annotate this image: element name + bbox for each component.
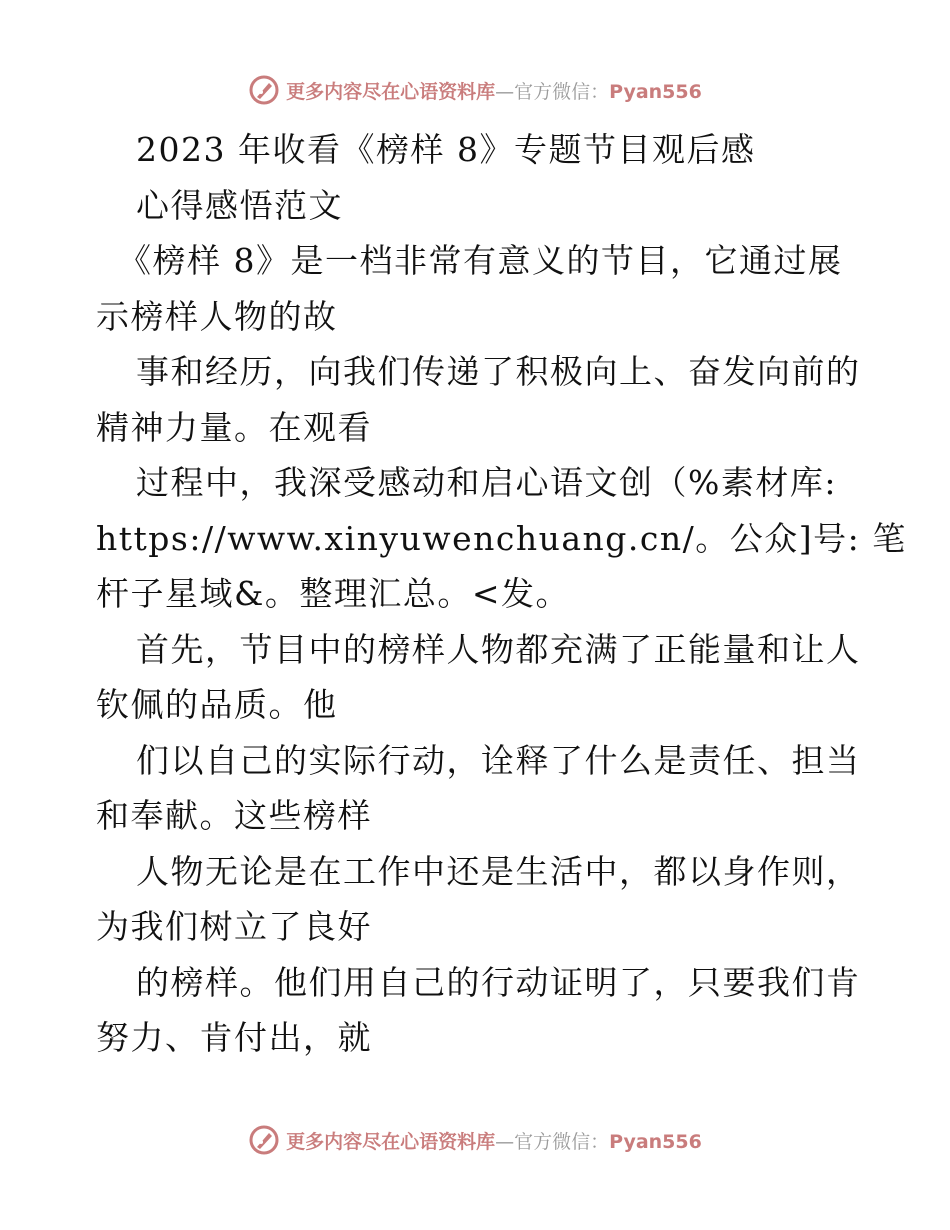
paragraph-line: 过程中，我深受感动和启心语文创（%素材库: (136, 463, 837, 502)
paragraph-line: 人物无论是在工作中还是生活中，都以身作则， (136, 851, 861, 891)
paragraph-line: 首先，节目中的榜样人物都充满了正能量和让人 (136, 629, 861, 669)
header-banner (0, 70, 950, 110)
header-banner-text: 更多内容尽在心语资料库—官方微信：Pyan556 (286, 80, 702, 103)
document-body (96, 122, 907, 1066)
paragraph-line: 示榜样人物的故 (96, 296, 338, 336)
paragraph-line: 努力、肯付出，就 (96, 1018, 372, 1057)
paragraph-line: https://www.xinyuwenchuang.cn/。公众]号: 笔 (96, 518, 907, 558)
paragraph-line: 事和经历，向我们传递了积极向上、奋发向前的 (136, 352, 861, 391)
pen-logo-icon (248, 74, 280, 106)
paragraph-line: 杆子星域&。整理汇总。<发。 (96, 574, 571, 613)
paragraph-line: 为我们树立了良好 (96, 907, 372, 946)
footer-banner-text: 更多内容尽在心语资料库—官方微信：Pyan556 (286, 1130, 702, 1153)
paragraph-line: 们以自己的实际行动，诠释了什么是责任、担当 (136, 740, 861, 780)
footer-banner (0, 1120, 950, 1160)
paragraph-line: 精神力量。在观看 (96, 407, 372, 447)
paragraph-line: 和奉献。这些榜样 (96, 796, 372, 835)
pen-logo-icon (248, 1124, 280, 1156)
paragraph-line: 钦佩的品质。他 (96, 685, 338, 724)
paragraph-line: 《榜样 8》是一档非常有意义的节目，它通过展 (118, 241, 843, 280)
paragraph-line: 的榜样。他们用自己的行动证明了，只要我们肯 (136, 962, 861, 1002)
doc-title-line-1: 2023 年收看《榜样 8》专题节目观后感 (136, 130, 756, 169)
doc-title-line-2: 心得感悟范文 (136, 185, 343, 225)
